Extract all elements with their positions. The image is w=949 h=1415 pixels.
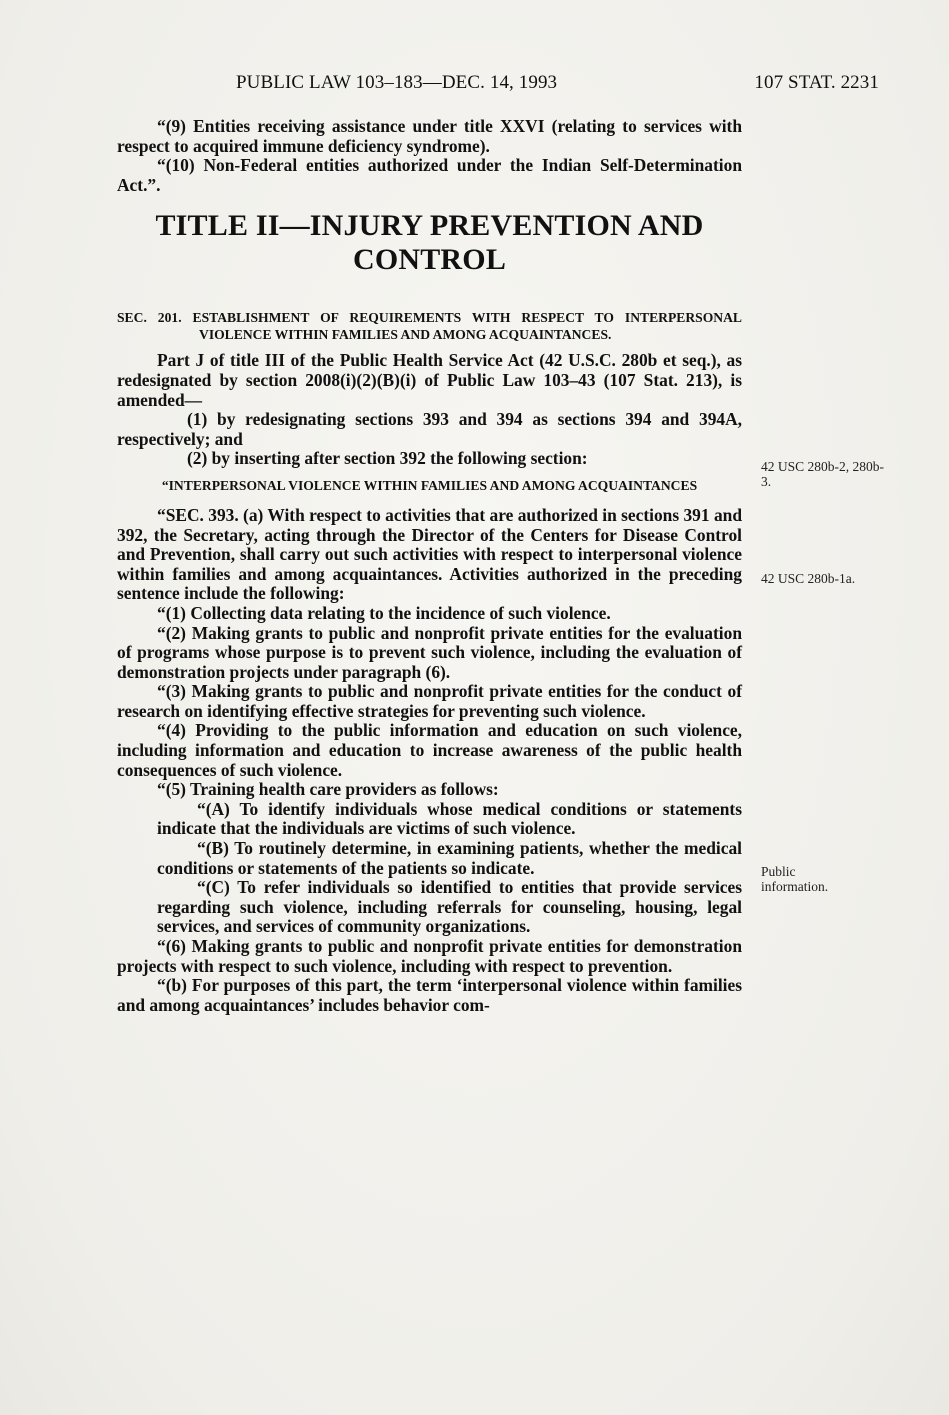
section-201-heading bbox=[117, 309, 742, 343]
item-5-b: “(B) To routinely determine, in examining patients, whether the medical conditions or statements of the patients so indicate. bbox=[157, 838, 742, 878]
title-text: TITLE II—INJURY PREVENTION AND CONTROL bbox=[155, 209, 704, 277]
item-1: “(1) Collecting data relating to the incidence of such violence. bbox=[157, 602, 611, 623]
amendment-2: (2) by inserting after section 392 the following section: bbox=[187, 448, 588, 469]
item-6: “(6) Making grants to public and nonprofit private entities for demonstration projects with respect to such violence, including with respect to prevention. bbox=[117, 936, 742, 976]
paragraph-9: “(9) Entities receiving assistance under title XXVI (relating to services with respect to acquired immune deficiency syndrome). bbox=[117, 116, 742, 156]
title-heading bbox=[117, 209, 742, 277]
item-5: “(5) Training health care providers as follows: bbox=[157, 779, 499, 800]
document-body bbox=[117, 117, 742, 1015]
part-j-paragraph: Part J of title III of the Public Health Service Act (42 U.S.C. 280b et seq.), as redesignated by section 2008(i)(2)(B)(i) of Public Law 103–43 (107 Stat. 213), is amended— bbox=[117, 350, 742, 410]
header-stat-page: 107 STAT. 2231 bbox=[754, 72, 879, 93]
subsection-b: “(b) For purposes of this part, the term ‘interpersonal violence within families and among acquaintances’ includes behavior com- bbox=[117, 975, 742, 1015]
margin-note-280b-2: 42 USC 280b-2, 280b-3. bbox=[761, 459, 885, 489]
item-5-c: “(C) To refer individuals so identified to entities that provide services regarding such violence, including referrals for counseling, housing, legal services, and services of community organizations. bbox=[157, 877, 742, 937]
margin-note-public-information: Public information. bbox=[761, 864, 829, 894]
header-public-law: PUBLIC LAW 103–183—DEC. 14, 1993 bbox=[236, 72, 558, 93]
section-393-title bbox=[117, 477, 742, 494]
item-5-a: “(A) To identify individuals whose medical conditions or statements indicate that the individuals are victims of such violence. bbox=[157, 798, 742, 839]
amendment-1: (1) by redesignating sections 393 and 394 as sections 394 and 394A, respectively; and bbox=[117, 409, 742, 449]
item-2: “(2) Making grants to public and nonprofit private entities for the evaluation of programs whose purpose is to prevent such violence, including the evaluation of demonstration projects under paragraph (6). bbox=[117, 622, 742, 682]
item-4: “(4) Providing to the public information and education on such violence, including information and education to increase awareness of the public health consequences of such violence. bbox=[117, 720, 742, 780]
section-393-title-text: “INTERPERSONAL VIOLENCE WITHIN FAMILIES AND AMONG ACQUAINTANCES bbox=[161, 477, 698, 493]
margin-note-280b-1a: 42 USC 280b-1a. bbox=[761, 571, 856, 586]
section-201-text: SEC. 201. ESTABLISHMENT OF REQUIREMENTS WITH RESPECT TO INTERPERSONAL VIOLENCE WITHIN FAMILIES AND AMONG ACQUAINTANCES. bbox=[117, 310, 742, 343]
item-3: “(3) Making grants to public and nonprofit private entities for the conduct of research on identifying effective strategies for preventing such violence. bbox=[117, 681, 742, 721]
paragraph-10: “(10) Non-Federal entities authorized under the Indian Self-Determination Act.”. bbox=[117, 155, 742, 195]
section-393-a: “SEC. 393. (a) With respect to activities that are authorized in sections 391 and 392, the Secretary, acting through the Director of the Centers for Disease Control and Prevention, shall carry out such activities with respect to interpersonal violence within families and among acquaintances. Activities authorized in the preceding sentence include the following: bbox=[117, 504, 742, 604]
